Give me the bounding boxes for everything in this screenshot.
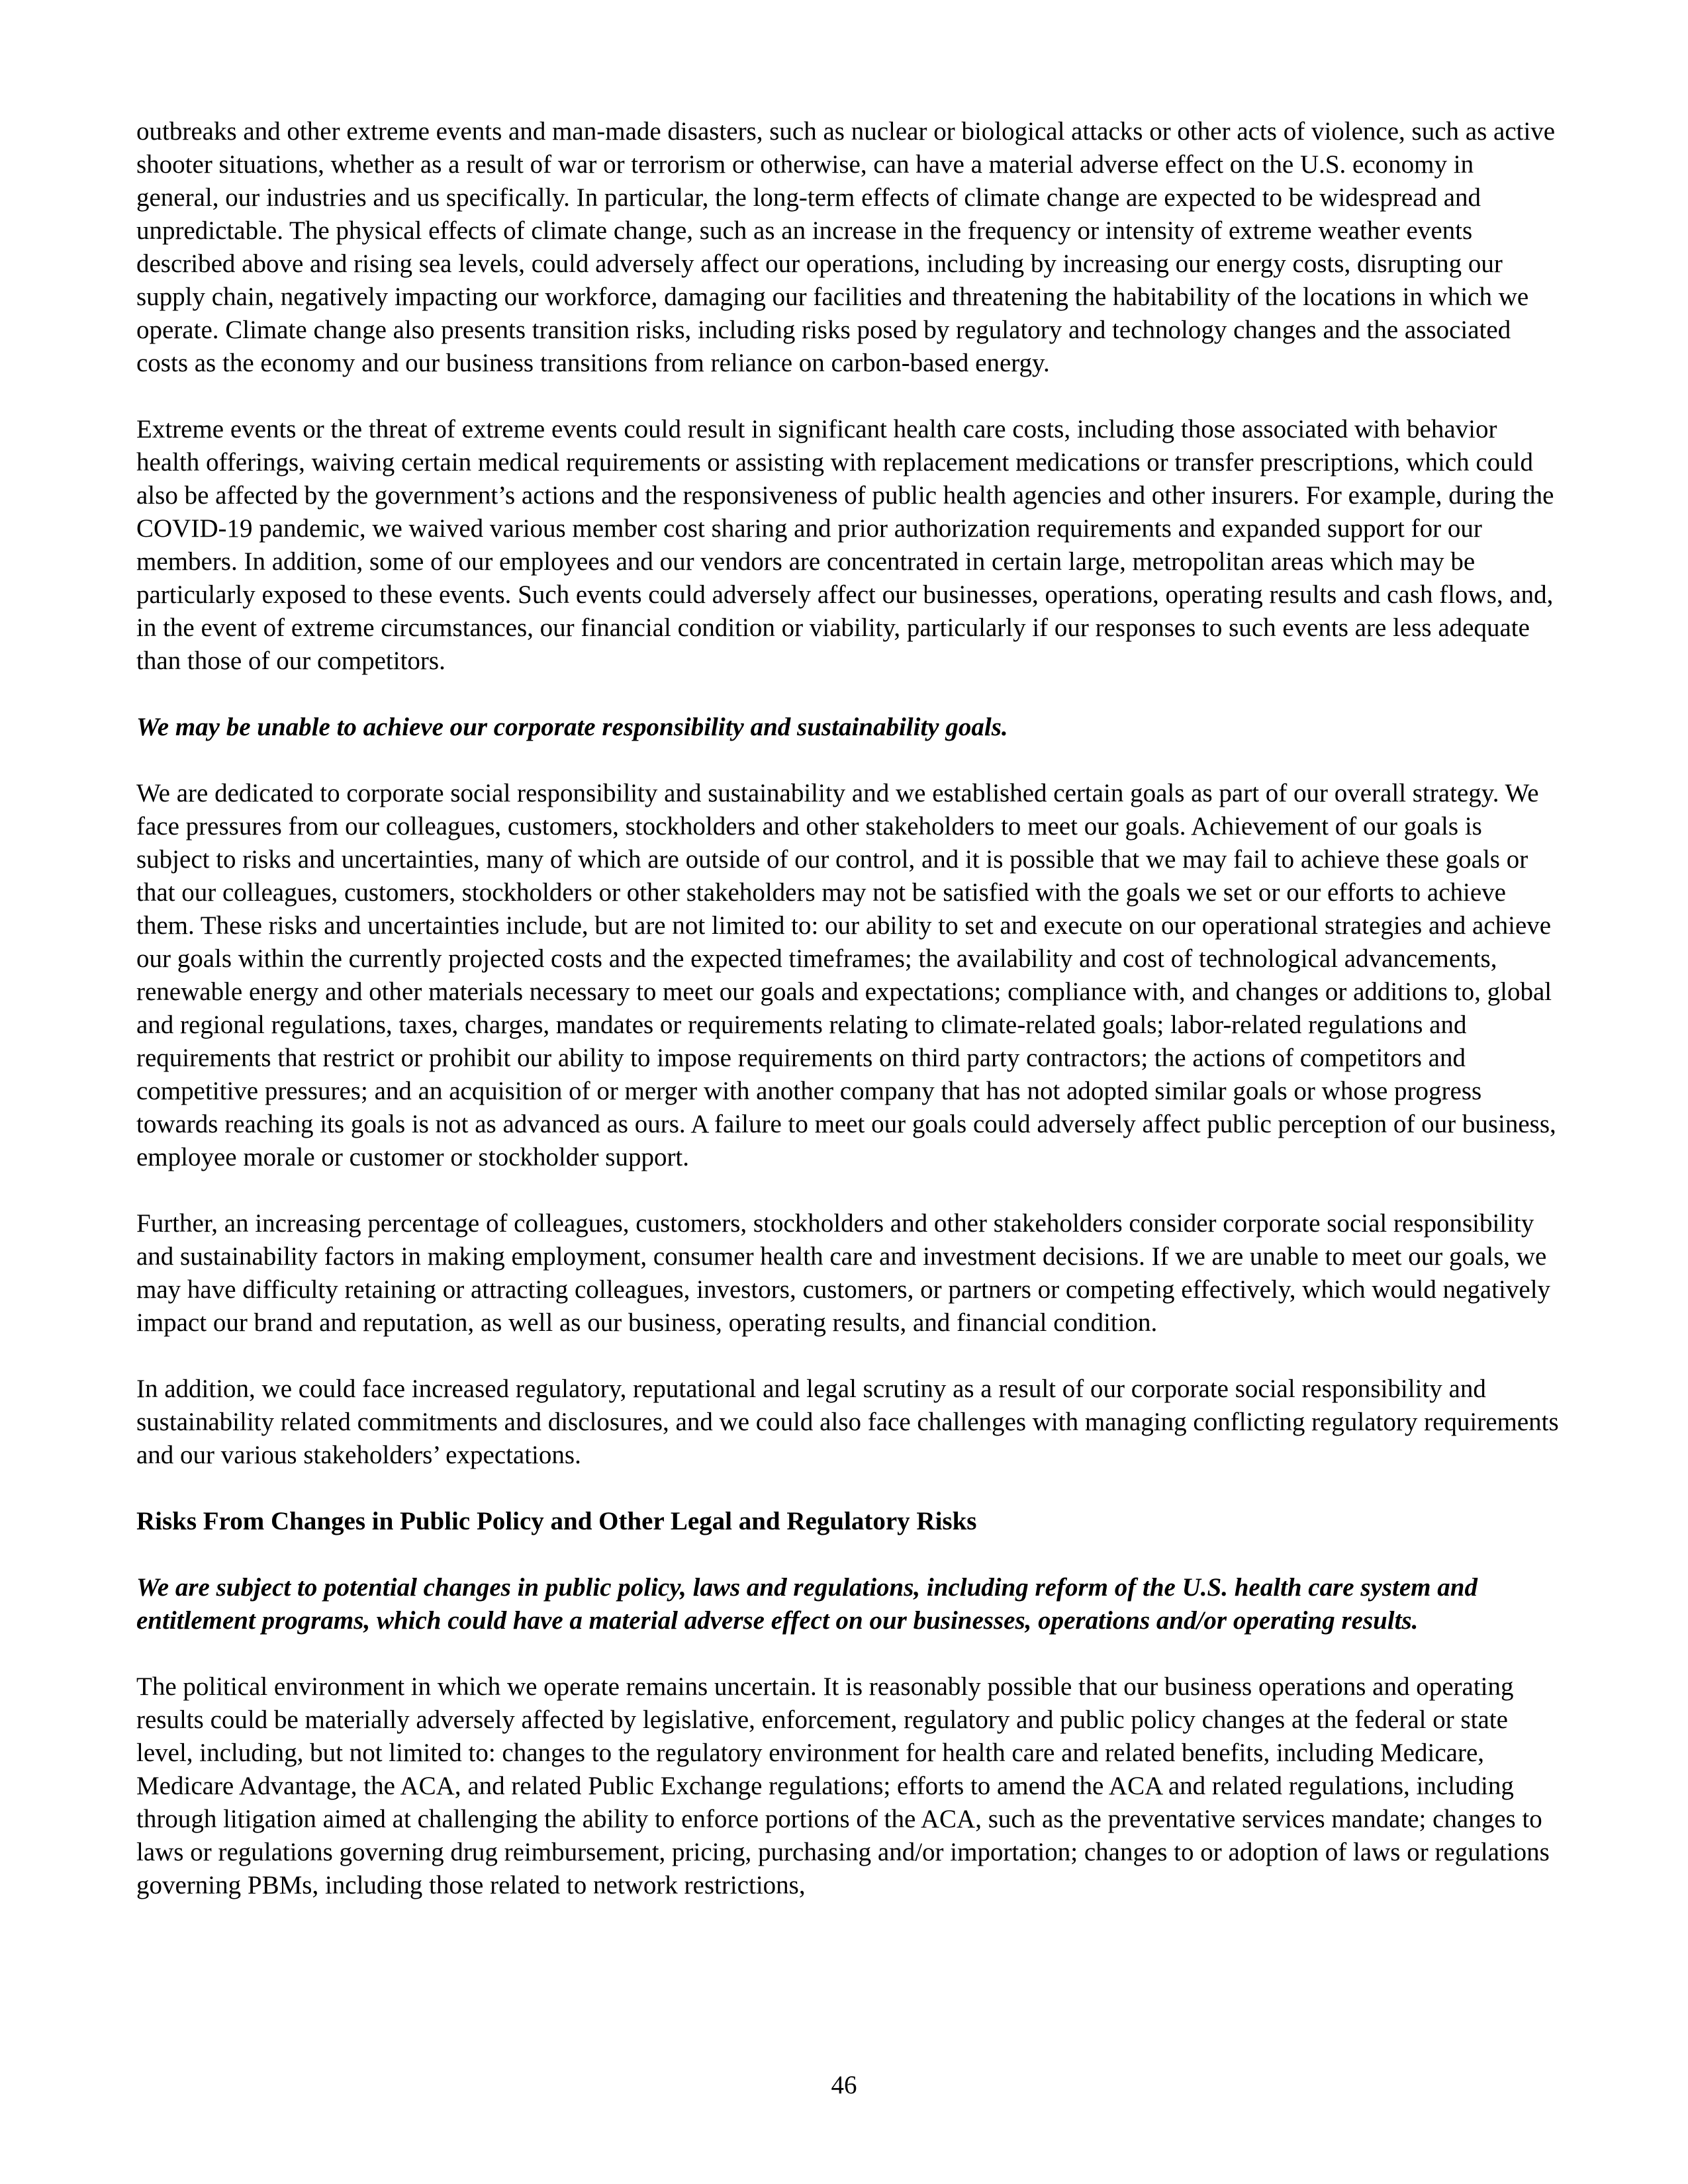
page-number: 46 — [831, 2071, 857, 2099]
paragraph-extreme-events-costs: Extreme events or the threat of extreme events could result in significant health care costs, including those associated with behavior health offerings, waiving certain medical requirements or assisting with replacement medications or transfer prescriptions, which could also be affected by the government’s actions and the responsiveness of public health agencies and other insurers. For example, during the COVID-19 pandemic, we waived various member cost sharing and prior authorization requirements and expanded support for our members. In addition, some of our employees and our vendors are concentrated in certain large, metropolitan areas which may be particularly exposed to these events. Such events could adversely affect our businesses, operations, operating results and cash flows, and, in the event of extreme circumstances, our financial condition or viability, particularly if our responses to such events are less adequate than those of our competitors. — [136, 415, 1554, 675]
paragraph-stakeholder-factors: Further, an increasing percentage of colleagues, customers, stockholders and other stakeholders consider corporate social responsibility and sustainability factors in making employment, consumer health care and investment decisions. If we are unable to meet our goals, we may have difficulty retaining or attracting colleagues, investors, customers, or partners or competing effectively, which would negatively impact our brand and reputation, as well as our business, operating results, and financial condition. — [136, 1209, 1551, 1337]
heading-public-policy-changes: We are subject to potential changes in public policy, laws and regulations, including reform of the U.S. health care system and entitlement programs, which could have a material adverse effect on our businesses, operations and/or operating results. — [136, 1573, 1477, 1635]
paragraph-climate-events: outbreaks and other extreme events and man-made disasters, such as nuclear or biological attacks or other acts of violence, such as active shooter situations, whether as a result of war or terrorism or otherwise, can have a material adverse effect on the U.S. economy in general, our industries and us specifically. In particular, the long-term effects of climate change are expected to be widespread and unpredictable. The physical effects of climate change, such as an increase in the frequency or intensity of extreme weather events described above and rising sea levels, could adversely affect our operations, including by increasing our energy costs, disrupting our supply chain, negatively impacting our workforce, damaging our facilities and threatening the habitability of the locations in which we operate. Climate change also presents transition risks, including risks posed by regulatory and technology changes and the associated costs as the economy and our business transitions from reliance on carbon-based energy. — [136, 117, 1556, 377]
document-body — [136, 115, 1560, 1935]
paragraph-political-environment: The political environment in which we operate remains uncertain. It is reasonably possible that our business operations and operating results could be materially adversely affected by legislative, enforcement, regulatory and public policy changes at the federal or state level, including, but not limited to: changes to the regulatory environment for health care and related benefits, including Medicare, Medicare Advantage, the ACA, and related Public Exchange regulations; efforts to amend the ACA and related regulations, including through litigation aimed at challenging the ability to enforce portions of the ACA, such as the preventative services mandate; changes to laws or regulations governing drug reimbursement, pricing, purchasing and/or importation; changes to or adoption of laws or regulations governing PBMs, including those related to network restrictions, — [136, 1672, 1550, 1899]
section-heading-public-policy: Risks From Changes in Public Policy and Other Legal and Regulatory Risks — [136, 1507, 977, 1535]
paragraph-sustainability-risks: We are dedicated to corporate social responsibility and sustainability and we established certain goals as part of our overall strategy. We face pressures from our colleagues, customers, stockholders and other stakeholders to meet our goals. Achievement of our goals is subject to risks and uncertainties, many of which are outside of our control, and it is possible that we may fail to achieve these goals or that our colleagues, customers, stockholders or other stakeholders may not be satisfied with the goals we set or our efforts to achieve them. These risks and uncertainties include, but are not limited to: our ability to set and execute on our operational strategies and achieve our goals within the currently projected costs and the expected timeframes; the availability and cost of technological advancements, renewable energy and other materials necessary to meet our goals and expectations; compliance with, and changes or additions to, global and regional regulations, taxes, charges, mandates or requirements relating to climate-related goals; labor-related regulations and requirements that restrict or prohibit our ability to impose requirements on third party contractors; the actions of competitors and competitive pressures; and an acquisition of or merger with another company that has not adopted similar goals or whose progress towards reaching its goals is not as advanced as ours. A failure to meet our goals could adversely affect public perception of our business, employee morale or customer or stockholder support. — [136, 779, 1556, 1171]
heading-sustainability-goals: We may be unable to achieve our corporate responsibility and sustainability goals. — [136, 713, 1008, 741]
paragraph-regulatory-scrutiny: In addition, we could face increased regulatory, reputational and legal scrutiny as a result of our corporate social responsibility and sustainability related commitments and disclosures, and we could also face challenges with managing conflicting regulatory requirements and our various stakeholders’ expectations. — [136, 1375, 1559, 1469]
